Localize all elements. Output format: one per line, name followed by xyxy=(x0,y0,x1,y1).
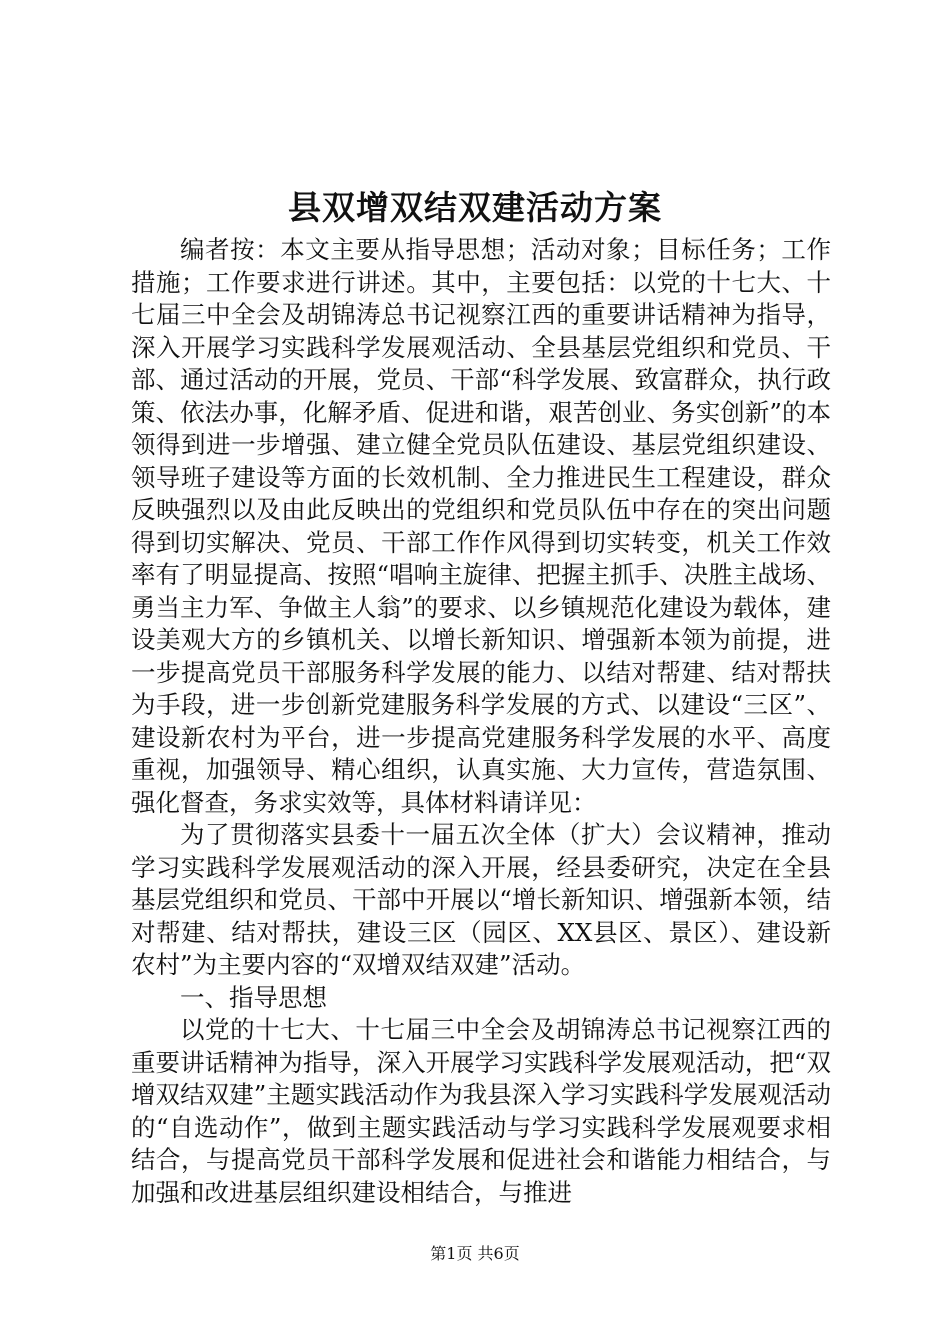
intro-paragraph: 为了贯彻落实县委十一届五次全体（扩大）会议精神，推动学习实践科学发展观活动的深入开展，经县委研究，决定在全县基层党组织和党员、干部中开展以“增长新知识、增强新本领，结对帮建、结对帮扶，建设三区（园区、XX县区、景区）、建设新农村”为主要内容的“双增双结双建”活动。 xyxy=(131,820,831,979)
editor-note-paragraph: 编者按：本文主要从指导思想；活动对象；目标任务；工作措施；工作要求进行讲述。其中，主要包括：以党的十七大、十七届三中全会及胡锦涛总书记视察江西的重要讲话精神为指导，深入开展学习实践科学发展观活动、全县基层党组织和党员、干部、通过活动的开展，党员、干部“科学发展、致富群众，执行政策、依法办事，化解矛盾、促进和谐，艰苦创业、务实创新”的本领得到进一步增强、建立健全党员队伍建设、基层党组织建设、领导班子建设等方面的长效机制、全力推进民生工程建设，群众反映强烈以及由此反映出的党组织和党员队伍中存在的突出问题得到切实解决、党员、干部工作作风得到切实转变，机关工作效率有了明显提高、按照“唱响主旋律、把握主抓手、决胜主战场、勇当主力军、争做主人翁”的要求、以乡镇规范化建设为载体，建设美观大方的乡镇机关、以增长新知识、增强新本领为前提，进一步提高党员干部服务科学发展的能力、以结对帮建、结对帮扶为手段，进一步创新党建服务科学发展的方式、以建设“三区”、建设新农村为平台，进一步提高党建服务科学发展的水平、高度重视，加强领导、精心组织，认真实施、大力宣传，营造氛围、强化督查，务求实效等，具体材料请详见： xyxy=(131,235,831,817)
page-number-footer: 第1页 共6页 xyxy=(430,1244,520,1263)
guiding-ideology-paragraph: 以党的十七大、十七届三中全会及胡锦涛总书记视察江西的重要讲话精神为指导，深入开展学习实践科学发展观活动，把“双增双结双建”主题实践活动作为我县深入学习实践科学发展观活动的“自选动作”，做到主题实践活动与学习实践科学发展观要求相结合，与提高党员干部科学发展和促进社会和谐能力相结合，与加强和改进基层组织建设相结合，与推进 xyxy=(131,1015,831,1207)
section-heading-guiding-ideology: 一、指导思想 xyxy=(180,982,327,1012)
document-title: 县双增双结双建活动方案 xyxy=(288,188,662,227)
document-body xyxy=(131,234,831,1209)
